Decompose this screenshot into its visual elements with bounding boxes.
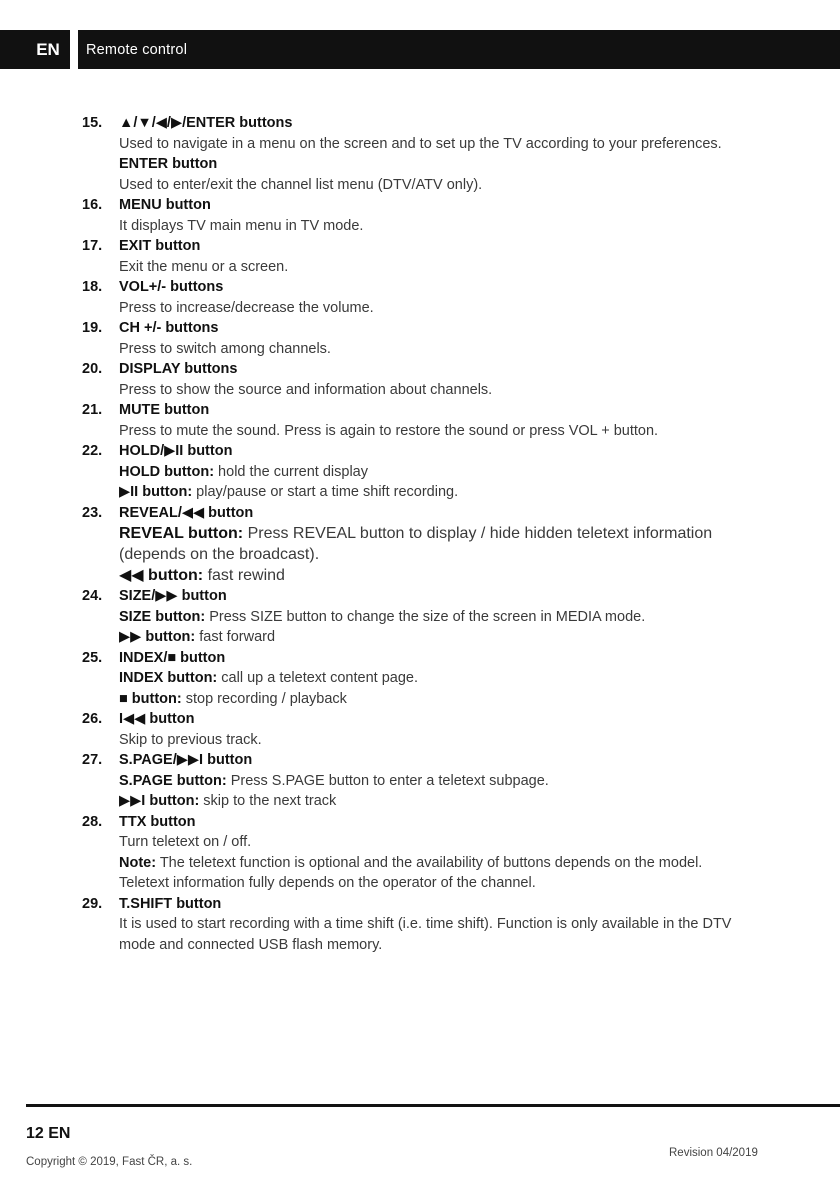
item-number: 25. — [82, 649, 103, 666]
list-item — [0, 648, 840, 710]
item-description — [119, 627, 739, 648]
list-item — [0, 441, 840, 503]
item-number: 23. — [82, 504, 103, 521]
item-description — [119, 730, 739, 751]
item-description-text: The teletext function is optional and the availability of buttons depends on the model. Teletext information fully depends on the operator of the channel. — [119, 854, 703, 891]
item-number: 20. — [82, 361, 103, 377]
item-title: MUTE button — [119, 402, 210, 418]
item-title: SIZE/▶▶ button — [119, 588, 227, 604]
page-number: 12 EN — [26, 1125, 71, 1142]
item-description — [119, 914, 739, 955]
button-description-list — [0, 113, 840, 955]
item-description — [119, 380, 739, 401]
list-item — [0, 586, 840, 648]
item-number: 16. — [82, 197, 103, 213]
item-description — [119, 216, 739, 237]
section-title: Remote control — [86, 41, 188, 58]
item-description-text: fast rewind — [203, 567, 285, 584]
item-number: 21. — [82, 402, 103, 418]
item-description — [119, 689, 739, 710]
list-item — [0, 318, 840, 359]
item-number: 15. — [82, 115, 103, 131]
item-description-text: Press to show the source and information about channels. — [119, 381, 493, 398]
list-item — [0, 750, 840, 812]
item-description — [119, 257, 739, 278]
list-item — [0, 709, 840, 750]
item-title: REVEAL/◀◀ button — [119, 504, 254, 521]
item-description-text: stop recording / playback — [181, 690, 347, 707]
item-description-text: Press to switch among channels. — [119, 340, 331, 357]
item-description — [119, 771, 739, 792]
item-number: 29. — [82, 895, 103, 912]
item-description-text: Exit the menu or a screen. — [119, 258, 289, 275]
footer-rule — [26, 1104, 840, 1107]
item-description-text: skip to the next track — [199, 793, 337, 809]
item-sublabel: Note: — [119, 854, 157, 871]
item-description — [119, 523, 739, 565]
item-description — [119, 668, 739, 689]
item-title: HOLD/▶II button — [119, 443, 233, 459]
item-title: EXIT button — [119, 238, 201, 254]
item-description-text: Used to enter/exit the channel list menu (DTV/ATV only). — [119, 176, 483, 193]
item-sublabel: ■ button: — [119, 690, 182, 707]
list-item — [0, 277, 840, 318]
item-description-text: Press REVEAL button to display / hide hidden teletext information (depends on the broadcast). — [119, 525, 713, 563]
header-separator — [70, 30, 78, 69]
item-description — [119, 421, 739, 442]
item-description-text: Used to navigate in a menu on the screen and to set up the TV according to your preferences. — [119, 135, 722, 152]
list-item — [0, 359, 840, 400]
item-description — [119, 339, 739, 360]
item-description-text: Press to increase/decrease the volume. — [119, 299, 374, 316]
item-description-text: play/pause or start a time shift recording. — [192, 484, 459, 500]
item-sublabel: ENTER button — [119, 156, 218, 172]
list-item — [0, 894, 840, 956]
item-description — [119, 134, 739, 155]
list-item — [0, 195, 840, 236]
item-title: ▲/▼/◀/▶/ENTER buttons — [119, 115, 293, 131]
item-number: 24. — [82, 588, 103, 604]
item-number: 27. — [82, 752, 103, 768]
item-description-text: It is used to start recording with a time shift (i.e. time shift). Function is only available in the DTV mode and connected USB flash memory. — [119, 916, 732, 953]
item-description — [119, 462, 739, 483]
item-description-text: Skip to previous track. — [119, 731, 262, 748]
list-item — [0, 503, 840, 587]
item-title: MENU button — [119, 197, 211, 213]
item-sublabel: ▶▶I button: — [119, 793, 200, 809]
item-description — [119, 791, 739, 812]
item-sublabel: REVEAL button: — [119, 525, 244, 542]
item-description-text: call up a teletext content page. — [217, 670, 418, 686]
list-item — [0, 236, 840, 277]
item-description — [119, 607, 739, 628]
item-description — [119, 853, 739, 894]
item-sublabel: ▶II button: — [119, 484, 193, 500]
item-description-text: It displays TV main menu in TV mode. — [119, 217, 364, 234]
item-title: T.SHIFT button — [119, 895, 222, 912]
list-item — [0, 400, 840, 441]
item-sublabel: HOLD button: — [119, 463, 215, 480]
language-tab: EN — [26, 30, 70, 69]
item-description — [119, 154, 739, 175]
item-title: INDEX/■ button — [119, 649, 226, 666]
item-number: 22. — [82, 443, 103, 459]
item-title: DISPLAY buttons — [119, 361, 238, 377]
item-title: S.PAGE/▶▶I button — [119, 752, 253, 768]
item-description-text: hold the current display — [214, 463, 368, 480]
item-number: 19. — [82, 320, 103, 336]
item-sublabel: INDEX button: — [119, 670, 218, 686]
item-description-text: Turn teletext on / off. — [119, 834, 252, 850]
item-description-text: Press to mute the sound. Press is again to restore the sound or press VOL + button. — [119, 422, 659, 439]
item-number: 26. — [82, 711, 103, 727]
item-number: 18. — [82, 279, 103, 295]
item-description-text: Press S.PAGE button to enter a teletext subpage. — [226, 772, 549, 789]
item-title: I◀◀ button — [119, 711, 195, 727]
item-sublabel: SIZE button: — [119, 608, 206, 625]
copyright-notice: Copyright © 2019, Fast ČR, a. s. — [26, 1156, 193, 1168]
item-description — [119, 565, 739, 586]
list-item — [0, 812, 840, 894]
item-title: VOL+/- buttons — [119, 279, 224, 295]
item-title: CH +/- buttons — [119, 320, 219, 336]
item-number: 17. — [82, 238, 103, 254]
item-sublabel: S.PAGE button: — [119, 772, 227, 789]
item-title: TTX button — [119, 813, 196, 830]
revision-label: Revision 04/2019 — [669, 1147, 758, 1159]
item-sublabel: ▶▶ button: — [119, 629, 196, 645]
item-description — [119, 832, 739, 853]
item-description-text: Press SIZE button to change the size of the screen in MEDIA mode. — [205, 608, 646, 625]
item-description-text: fast forward — [195, 629, 276, 645]
item-description — [119, 482, 739, 503]
item-description — [119, 298, 739, 319]
item-sublabel: ◀◀ button: — [119, 567, 204, 584]
list-item — [0, 113, 840, 195]
item-number: 28. — [82, 813, 103, 830]
item-description — [119, 175, 739, 196]
